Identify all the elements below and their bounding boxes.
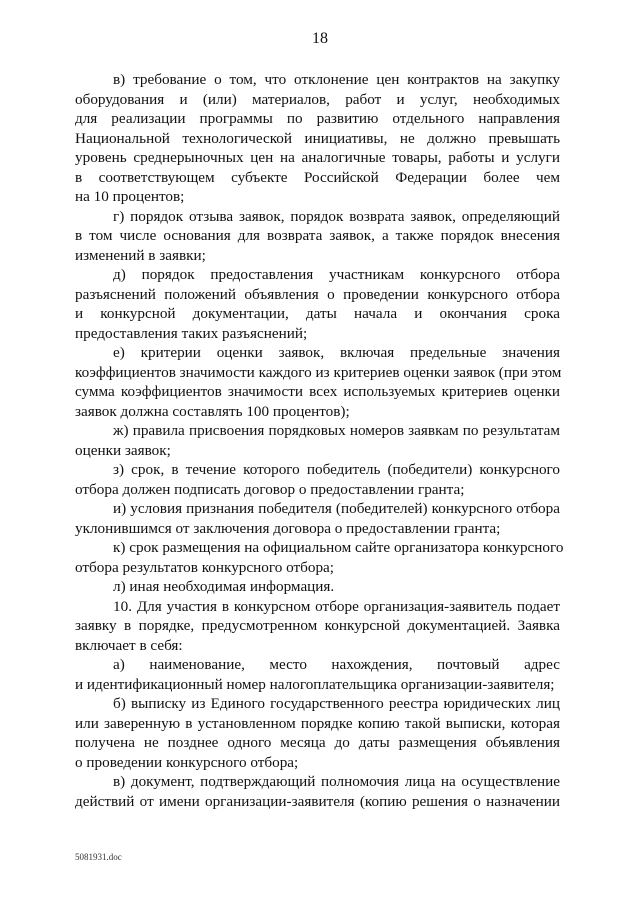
text-line: предоставления таких разъяснений; <box>75 324 308 342</box>
text-line: коэффициентов значимости каждого из критериев оценки заявок (при этом <box>75 363 562 381</box>
text-line: уклонившимся от заключения договора о предоставлении гранта; <box>75 519 501 537</box>
text-line: и идентификационный номер налогоплательщика организации-заявителя; <box>75 675 555 693</box>
text-line: уровень среднерыночных цен на аналогичные товары, работы и услуги <box>75 149 560 166</box>
text-line: к) срок размещения на официальном сайте организатора конкурсного <box>113 539 564 556</box>
text-line: в соответствующем субъекте Российской Федерации более чем <box>75 168 560 186</box>
text-line: заявок должна составлять 100 процентов); <box>75 402 350 420</box>
text-line: на 10 процентов; <box>75 188 185 205</box>
text-line: отбора результатов конкурсного отбора; <box>75 558 334 576</box>
text-line: о проведении конкурсного отбора; <box>75 753 299 771</box>
text-line: д) порядок предоставления участникам конкурсного отбора <box>113 266 560 283</box>
text-line: оценки заявок; <box>75 441 171 459</box>
text-line: действий от имени организации-заявителя (копию решения о назначении <box>75 792 560 810</box>
text-line: л) иная необходимая информация. <box>113 578 335 595</box>
text-line: в) требование о том, что отклонение цен контрактов на закупку <box>113 71 560 88</box>
text-line: 10. Для участия в конкурсном отборе организация-заявитель подает <box>113 597 560 615</box>
text-line: сумма коэффициентов значимости всех используемых критериев оценки <box>75 383 560 400</box>
text-line: и) условия признания победителя (победителей) конкурсного отбора <box>113 500 560 517</box>
text-line: или заверенную в установленном порядке копию такой выписки, которая <box>75 714 560 732</box>
text-line: получена не позднее одного месяца до даты размещения объявления <box>75 734 560 751</box>
text-line: разъяснений положений объявления о проведении конкурсного отбора <box>75 285 560 303</box>
text-line: заявку в порядке, предусмотренном конкурсной документацией. Заявка <box>75 617 560 634</box>
text-line: з) срок, в течение которого победитель (победители) конкурсного <box>113 461 560 478</box>
text-line: ж) правила присвоения порядковых номеров заявкам по результатам <box>113 422 560 439</box>
text-line: изменений в заявки; <box>75 246 206 264</box>
text-line: и конкурсной документации, даты начала и окончания срока <box>75 305 560 322</box>
page-number: 18 <box>312 30 328 47</box>
text-line: включает в себя: <box>75 636 183 654</box>
text-line: отбора должен подписать договор о предоставлении гранта; <box>75 480 465 498</box>
file-name-footer: 5081931.doc <box>75 852 122 862</box>
text-line: е) критерии оценки заявок, включая предельные значения <box>113 344 560 361</box>
text-line: для реализации программы по развитию отдельного направления <box>75 110 560 127</box>
text-line: а) наименование, место нахождения, почтовый адрес <box>113 656 560 673</box>
text-line: оборудования и (или) материалов, работ и услуг, необходимых <box>75 90 560 108</box>
text-line: б) выписку из Единого государственного реестра юридических лиц <box>113 695 560 712</box>
text-line: г) порядок отзыва заявок, порядок возврата заявок, определяющий <box>113 207 560 225</box>
text-line: в) документ, подтверждающий полномочия лица на осуществление <box>113 773 560 790</box>
text-line: в том числе основания для возврата заявок, а также порядок внесения <box>75 227 560 244</box>
text-line: Национальной технологической инициативы, не должно превышать <box>75 129 560 147</box>
body-text <box>75 70 564 811</box>
